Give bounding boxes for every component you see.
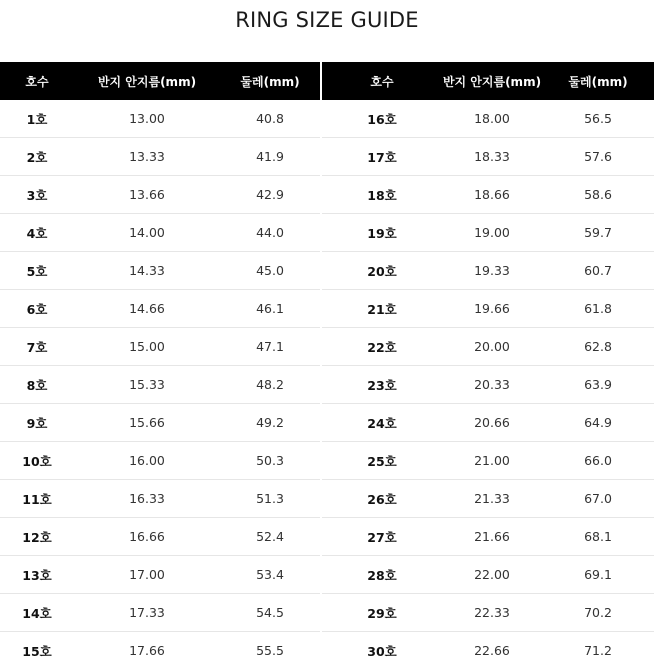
cell-size: 12호 xyxy=(22,529,52,545)
cell-inner-diameter: 21.33 xyxy=(474,491,510,506)
cell-circumference: 68.1 xyxy=(584,529,612,544)
cell-inner-diameter: 14.66 xyxy=(129,301,165,316)
cell-circumference: 45.0 xyxy=(256,263,284,278)
cell-inner-diameter: 14.33 xyxy=(129,263,165,278)
cell-circumference: 50.3 xyxy=(256,453,284,468)
table-row xyxy=(322,518,654,556)
cell-size: 13호 xyxy=(22,567,52,583)
cell-inner-diameter: 19.33 xyxy=(474,263,510,278)
table-row xyxy=(0,480,320,518)
table-body xyxy=(0,100,320,669)
cell-inner-diameter: 18.33 xyxy=(474,149,510,164)
cell-circumference: 59.7 xyxy=(584,225,612,240)
cell-size: 23호 xyxy=(367,377,397,393)
table-row xyxy=(322,176,654,214)
cell-circumference: 67.0 xyxy=(584,491,612,506)
cell-circumference: 69.1 xyxy=(584,567,612,582)
cell-size: 10호 xyxy=(22,453,52,469)
cell-size: 28호 xyxy=(367,567,397,583)
cell-inner-diameter: 13.66 xyxy=(129,187,165,202)
table-row xyxy=(322,556,654,594)
cell-circumference: 54.5 xyxy=(256,605,284,620)
cell-circumference: 44.0 xyxy=(256,225,284,240)
table-row xyxy=(0,100,320,138)
cell-inner-diameter: 13.00 xyxy=(129,111,165,126)
cell-circumference: 64.9 xyxy=(584,415,612,430)
cell-size: 6호 xyxy=(26,301,48,317)
table-row xyxy=(322,442,654,480)
table-row xyxy=(0,442,320,480)
header-circumference: 둘레(mm) xyxy=(568,74,628,89)
table-row xyxy=(0,176,320,214)
header-inner-diameter: 반지 안지름(mm) xyxy=(442,74,542,89)
table-row xyxy=(322,138,654,176)
header-inner-diameter: 반지 안지름(mm) xyxy=(97,74,197,89)
cell-circumference: 71.2 xyxy=(584,643,612,658)
table-row xyxy=(0,594,320,632)
cell-circumference: 41.9 xyxy=(256,149,284,164)
cell-inner-diameter: 20.00 xyxy=(474,339,510,354)
cell-size: 7호 xyxy=(26,339,48,355)
table-header xyxy=(322,62,654,100)
table-row xyxy=(0,632,320,669)
cell-inner-diameter: 17.00 xyxy=(129,567,165,582)
table-row xyxy=(0,404,320,442)
cell-size: 30호 xyxy=(367,643,397,659)
cell-circumference: 56.5 xyxy=(584,111,612,126)
cell-inner-diameter: 15.00 xyxy=(129,339,165,354)
cell-size: 16호 xyxy=(367,111,397,127)
table-row xyxy=(322,594,654,632)
header-size: 호수 xyxy=(370,74,394,89)
table-row xyxy=(322,404,654,442)
cell-circumference: 63.9 xyxy=(584,377,612,392)
cell-circumference: 60.7 xyxy=(584,263,612,278)
table-row xyxy=(0,518,320,556)
cell-inner-diameter: 16.33 xyxy=(129,491,165,506)
table-row xyxy=(0,252,320,290)
cell-size: 4호 xyxy=(26,225,48,241)
cell-circumference: 49.2 xyxy=(256,415,284,430)
cell-inner-diameter: 13.33 xyxy=(129,149,165,164)
cell-size: 3호 xyxy=(26,187,48,203)
cell-circumference: 58.6 xyxy=(584,187,612,202)
cell-inner-diameter: 21.66 xyxy=(474,529,510,544)
cell-circumference: 70.2 xyxy=(584,605,612,620)
table-row xyxy=(322,328,654,366)
cell-size: 26호 xyxy=(367,491,397,507)
table-row xyxy=(322,214,654,252)
cell-size: 17호 xyxy=(367,149,397,165)
cell-size: 8호 xyxy=(26,377,48,393)
table-row xyxy=(0,214,320,252)
table-header xyxy=(0,62,320,100)
cell-circumference: 61.8 xyxy=(584,301,612,316)
cell-size: 1호 xyxy=(26,111,48,127)
cell-size: 25호 xyxy=(367,453,397,469)
table-row xyxy=(0,138,320,176)
cell-size: 14호 xyxy=(22,605,52,621)
table-row xyxy=(322,100,654,138)
table-row xyxy=(322,632,654,669)
cell-circumference: 40.8 xyxy=(256,111,284,126)
cell-inner-diameter: 22.00 xyxy=(474,567,510,582)
table-row xyxy=(322,290,654,328)
header-size: 호수 xyxy=(25,74,49,89)
cell-inner-diameter: 15.33 xyxy=(129,377,165,392)
table-row xyxy=(322,252,654,290)
cell-inner-diameter: 22.33 xyxy=(474,605,510,620)
cell-size: 19호 xyxy=(367,225,397,241)
cell-inner-diameter: 16.66 xyxy=(129,529,165,544)
table-row xyxy=(322,480,654,518)
cell-inner-diameter: 20.33 xyxy=(474,377,510,392)
cell-circumference: 55.5 xyxy=(256,643,284,658)
ring-size-tables xyxy=(0,62,654,669)
cell-inner-diameter: 20.66 xyxy=(474,415,510,430)
cell-size: 22호 xyxy=(367,339,397,355)
table-body xyxy=(322,100,654,669)
cell-size: 29호 xyxy=(367,605,397,621)
cell-inner-diameter: 18.00 xyxy=(474,111,510,126)
table-row xyxy=(0,328,320,366)
cell-inner-diameter: 16.00 xyxy=(129,453,165,468)
cell-size: 27호 xyxy=(367,529,397,545)
cell-inner-diameter: 22.66 xyxy=(474,643,510,658)
table-row xyxy=(0,366,320,404)
cell-circumference: 66.0 xyxy=(584,453,612,468)
cell-circumference: 51.3 xyxy=(256,491,284,506)
table-row xyxy=(0,290,320,328)
cell-size: 9호 xyxy=(26,415,48,431)
page-title: RING SIZE GUIDE xyxy=(235,8,419,32)
cell-inner-diameter: 17.33 xyxy=(129,605,165,620)
cell-inner-diameter: 14.00 xyxy=(129,225,165,240)
cell-circumference: 53.4 xyxy=(256,567,284,582)
size-table-left xyxy=(0,62,320,669)
cell-inner-diameter: 17.66 xyxy=(129,643,165,658)
cell-size: 15호 xyxy=(22,643,52,659)
cell-size: 5호 xyxy=(26,263,48,279)
size-table-right xyxy=(322,62,654,669)
cell-inner-diameter: 18.66 xyxy=(474,187,510,202)
cell-circumference: 52.4 xyxy=(256,529,284,544)
cell-inner-diameter: 19.00 xyxy=(474,225,510,240)
cell-inner-diameter: 19.66 xyxy=(474,301,510,316)
cell-circumference: 62.8 xyxy=(584,339,612,354)
cell-circumference: 42.9 xyxy=(256,187,284,202)
table-row xyxy=(0,556,320,594)
cell-circumference: 48.2 xyxy=(256,377,284,392)
cell-inner-diameter: 21.00 xyxy=(474,453,510,468)
cell-inner-diameter: 15.66 xyxy=(129,415,165,430)
cell-circumference: 46.1 xyxy=(256,301,284,316)
cell-size: 20호 xyxy=(367,263,397,279)
cell-size: 24호 xyxy=(367,415,397,431)
cell-size: 2호 xyxy=(26,149,48,165)
cell-circumference: 57.6 xyxy=(584,149,612,164)
cell-size: 11호 xyxy=(22,491,52,507)
header-circumference: 둘레(mm) xyxy=(240,74,300,89)
table-row xyxy=(322,366,654,404)
cell-size: 18호 xyxy=(367,187,397,203)
cell-size: 21호 xyxy=(367,301,397,317)
cell-circumference: 47.1 xyxy=(256,339,284,354)
